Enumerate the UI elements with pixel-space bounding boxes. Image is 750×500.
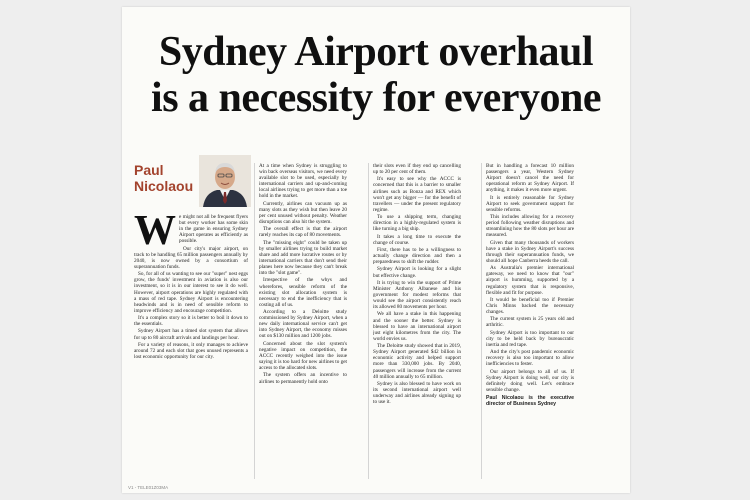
byline-last-name: Nicolaou [134,178,194,194]
article-paragraph: We all have a stake in this happening and the sooner the better. Sydney is blessed to have an international airport just eight kilometres from the city. The world envies us. [373,311,461,342]
article-paragraph: The overall effect is that the airport rarely reaches its cap of 80 movements. [259,226,347,239]
author-bio: Paul Nicolaou is the executive director of Business Sydney [486,395,574,408]
article-paragraph: At a time when Sydney is struggling to win back overseas visitors, we need every available slot to be used, especially by international carriers and up-and-coming local airlines trying to get more than a toe hold in the market. [259,163,347,200]
article-paragraph: And the city's post pandemic economic recovery is also too important to allow inefficiencies to fester. [486,349,574,368]
article-paragraph: It takes a long time to execute the change of course. [373,233,461,246]
article-paragraph: To use a shipping term, changing direction in a highly-regulated system is like turning a big ship. [373,214,461,233]
article-paragraph: So, for all of us wanting to see our "super" nest eggs grow, the funds' investment in aviation is also our investment, so it is in our interest to see it do well. However, airport operations are highly regulated with a mass of red tape. Sydney Airport is encountering headwinds and is in need of sensible reform to improve efficiency and encourage competition. [134,271,248,314]
headline-line-2: is a necessity for everyone [151,75,601,121]
column-rule [254,163,255,479]
article-paragraph: Sydney Airport is looking for a slight but effective change. [373,266,461,279]
article-paragraph: This includes allowing for a recovery period following weather disruptions and streamlining how the 80 slots per hour are measured. [486,214,574,239]
page-footer: V1 - TELE01Z03MA [128,485,169,490]
article-paragraph: Concerned about the slot system's negative impact on competition, the ACCC recently weighed into the issue saying it is too hard for new airlines to get access to the allocated slots. [259,340,347,372]
article-paragraph: Our city's major airport, on track to be handling 65 million passengers annually by 2040, is now owned by a consortium of superannuation funds. [134,245,248,270]
article-paragraph: Given that many thousands of workers have a stake in Sydney Airport's success through their superannuation funds, we should all hope Canberra heeds the call. [486,239,574,264]
article-paragraph: The current system is 25 years old and arthritic. [486,316,574,329]
column-rule [368,163,369,479]
newspaper-page [122,7,630,493]
article-paragraph: Our airport belongs to all of us. If Sydney Airport is doing well, our city is definitely doing well. Let's embrace sensible change. [486,368,574,393]
article-column-2 [259,163,347,489]
article-paragraph: According to a Deloitte study commissioned by Sydney Airport, when a new daily international service can't get into Sydney Airport, the economy misses out on $130 million and 1200 jobs. [259,309,347,340]
column-rule [481,163,482,479]
article-paragraph: It would be beneficial too if Premier Chris Minns backed the necessary changes. [486,296,574,316]
article-paragraph: Currently, airlines can vacuum up as many slots as they wish but then leave 20 per cent unused without penalty. Weather disruptions can also hit the system. [259,200,347,226]
article-paragraph: For a variety of reasons, it only manages to achieve around 72 and each slot that goes unused represents a lost economic opportunity for our city. [134,341,248,360]
article-paragraph: The system offers an incentive to airlines to permanently hold onto [259,372,347,385]
article-paragraph: Irrespective of the whys and wherefores, sensible reform of the existing slot allocation system is necessary to end the inefficiency that is costing all of us. [259,277,347,308]
article-paragraph: It is entirely reasonable for Sydney Airport to seek government support for sensible reforms. [486,194,574,213]
article-column-3 [373,163,461,489]
article-paragraph: But in handling a forecast 10 million passengers a year, Western Sydney Airport doesn't cancel the need for operational reform at Sydney Airport. If anything, it makes it even more urgent. [486,163,574,194]
article-paragraph: Sydney Airport has a timed slot system that allows for up to 80 aircraft arrivals and landings per hour. [134,328,248,341]
headline-line-1: Sydney Airport overhaul [158,29,594,75]
article-paragraph: The "missing eight" could be taken up by smaller airlines trying to build market share and add more lucrative routes or by international carriers that don't send their planes here now because they can't break into the "slot game". [259,239,347,277]
headline [122,29,630,121]
article-paragraph: Sydney is also blessed to have work on its second international airport well underway and airlines already signing up to use it. [373,380,461,406]
article-paragraph: It's easy to see why the ACCC is concerned that this is a barrier to smaller airlines such as Bonza and REX which won't get any bigger — for the benefit of travellers — under the present regulatory regime. [373,176,461,213]
article-paragraph: their slots even if they end up cancelling up to 20 per cent of them. [373,163,461,176]
article-paragraph: Sydney Airport is too important to our city to be held back by bureaucratic inertia and red tape. [486,329,574,348]
article-paragraph: It is trying to win the support of Prime Minister Anthony Albanese and his government for modest reforms that would see the airport consistently reach its allowed 80 movements per hour. [373,279,461,311]
article-column-4 [486,163,574,489]
article-paragraph: e might not all be frequent flyers but every worker has some skin in the game in ensuring Sydney Airport operates as efficiently as possible. [179,214,248,245]
article-paragraph: First, there has to be a willingness to actually change direction and then a preparedness to shift the rudder. [373,246,461,266]
article-column-1 [134,214,248,489]
drop-cap: W [134,214,176,254]
author-portrait [199,155,251,207]
byline-first-name: Paul [134,162,164,178]
article-paragraph: It's a complex story so it is better to boil it down to the essentials. [134,315,248,328]
article-paragraph: As Australia's premier international gateway, we need to know that "our" airport is humming, supported by a regulatory system that is responsive, flexible and fit for purpose. [486,265,574,296]
article-paragraph: The Deloitte study showed that in 2019, Sydney Airport generated $42 billion in economic activity and helped support more than 330,000 jobs. By 2040, passengers will increase from the current 40 million annually to 65 million. [373,343,461,380]
